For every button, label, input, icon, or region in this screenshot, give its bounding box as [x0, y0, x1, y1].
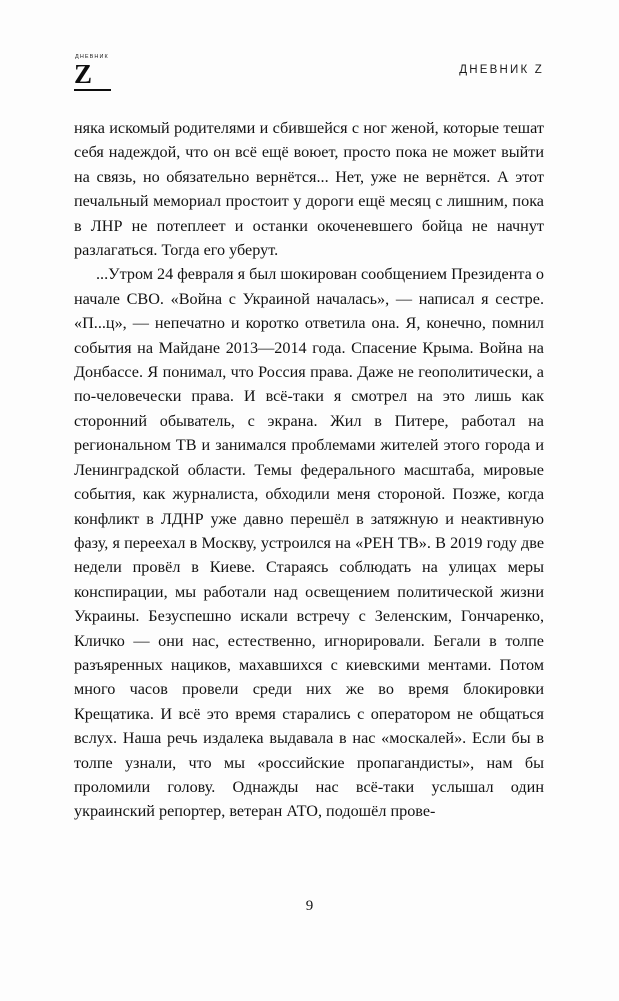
page-content-area: [74, 56, 544, 824]
logo-letter-z: Z: [74, 58, 93, 89]
running-head-title: ДНЕВНИК Z: [459, 64, 544, 76]
logo-underline-rule: [74, 89, 111, 91]
paragraph-1: ...Утром 24 февраля я был шокирован сообщением Президента о начале СВО. «Война с Украиной началась», — написал я сестре. «П...ц», — непечатно и коротко ответила она. Я, конечно, помнил события на Майдане 2013—2014 года. Спасение Крыма. Война на Донбассе. Я понимал, что Россия права. Даже не геополитически, а по-человечески права. И всё-таки я смотрел на это лишь как сторонний обыватель, с экрана. Жил в Питере, работал на региональном ТВ и занимался проблемами жителей этого города и Ленинградской области. Темы федерального масштаба, мировые события, как журналиста, обходили меня стороной. Позже, когда конфликт в ЛДНР уже давно перешёл в затяжную и неактивную фазу, я переехал в Москву, устроился на «РЕН ТВ». В 2019 году две недели провёл в Киеве. Стараясь соблюдать на улицах меры конспирации, мы работали над освещением политической жизни Украины. Безуспешно искали встречу с Зеленским, Гончаренко, Кличко — они нас, естественно, игнорировали. Бегали в толпе разъяренных нациков, махавшихся с киевскими ментами. Потом много часов провели среди них же во время блокировки Крещатика. И всё это время старались с оператором не общаться вслух. Наша речь издалека выдавала в нас «москалей». Если бы в толпе узнали, что мы «российские пропагандисты», нам бы проломили голову. Однажды нас всё-таки услышал один украинский репортер, ветеран АТО, подошёл прове-: [74, 265, 544, 821]
page-number: 9: [305, 898, 314, 914]
running-head: [74, 56, 544, 90]
paragraph-continuation: няка искомый родителями и сбившейся с ног женой, которые тешат себя надеждой, что он всё ещё воюет, просто пока не может выйти на связь, но обязательно вернётся... Нет, уже не вернётся. А этот печальный мемориал простоит у дороги ещё месяц с лишним, пока в ЛНР не потеплеет и останки окоченевшего бойца не начнут разлагаться. Тогда его уберут.: [74, 119, 544, 260]
logo-top-text: ДНЕВНИК: [75, 54, 109, 61]
book-logo: [74, 55, 111, 90]
body-text: [74, 116, 544, 824]
